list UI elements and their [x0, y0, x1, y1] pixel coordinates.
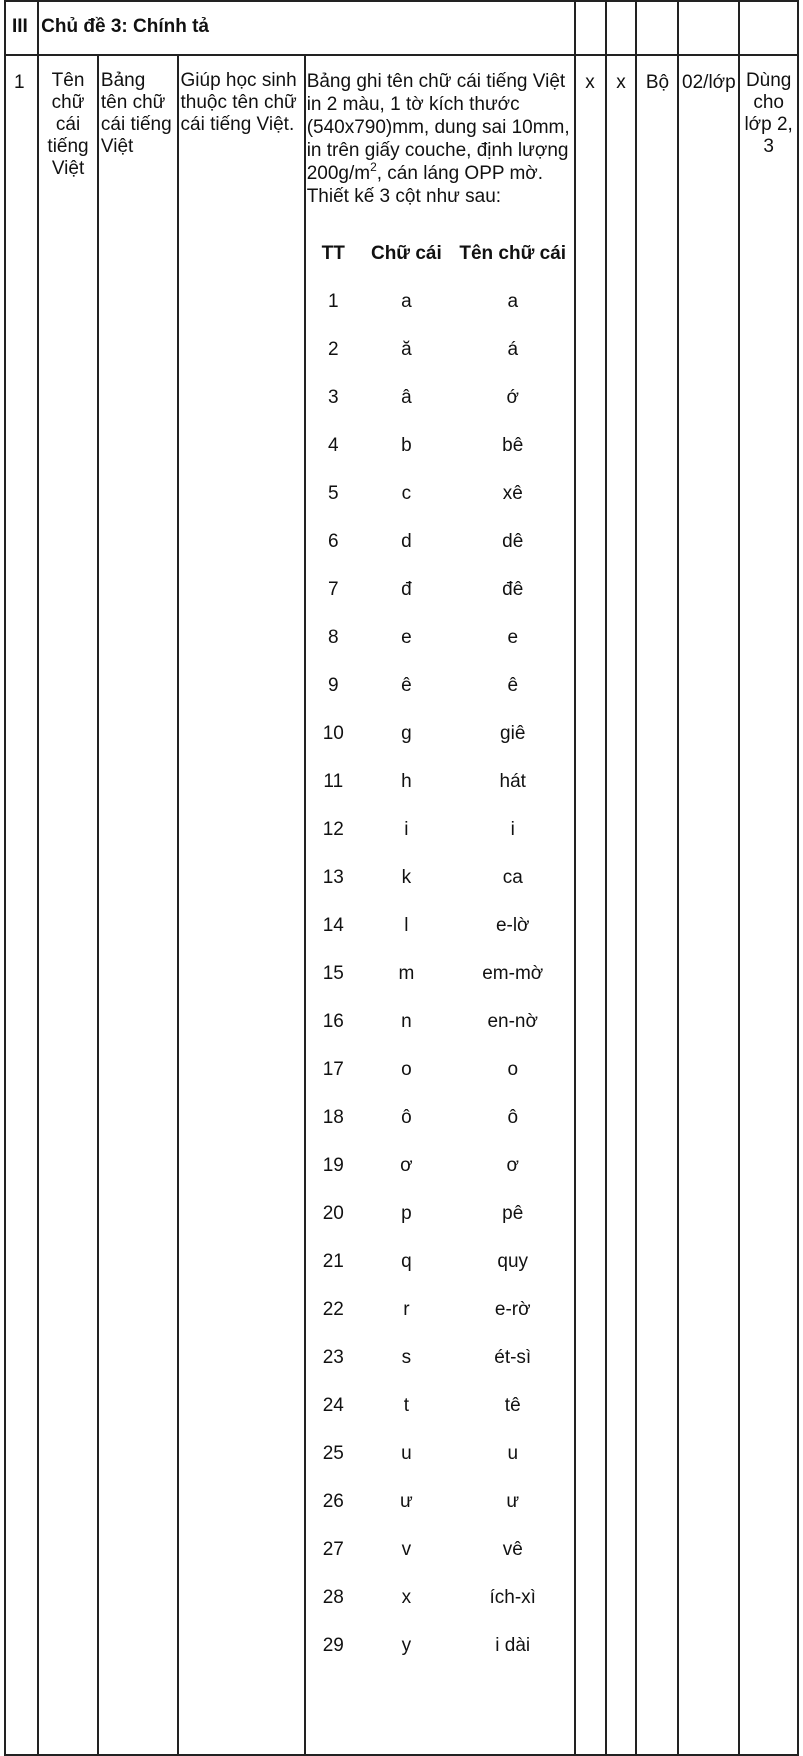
row-letter-name: em-mờ [482, 963, 544, 984]
row-number: 26 [322, 1491, 344, 1512]
alphabet-row [307, 518, 573, 566]
row-number: 11 [323, 771, 344, 792]
empty-cell [636, 1, 678, 55]
row-letter: t [403, 1395, 410, 1416]
alphabet-header-row [307, 230, 573, 278]
row-letter-name: quy [497, 1251, 529, 1272]
row-letter: c [401, 483, 412, 504]
row-letter-name: hát [499, 771, 526, 792]
row-letter-name: ích-xì [489, 1587, 536, 1608]
header-letter: Chữ cái [370, 243, 442, 264]
row-number: 29 [322, 1635, 344, 1656]
row-letter: ơ [400, 1155, 413, 1176]
item-number: 1 [5, 55, 38, 1755]
alphabet-row [307, 662, 573, 710]
row-number: 10 [322, 723, 344, 744]
row-letter-name: ca [502, 867, 523, 888]
row-letter-name: đê [502, 579, 524, 600]
alphabet-row [307, 806, 573, 854]
row-letter: ư [400, 1491, 413, 1512]
alphabet-row [307, 278, 573, 326]
row-letter-name: pê [502, 1203, 524, 1224]
row-letter: x [401, 1587, 412, 1608]
row-letter: i [404, 819, 409, 840]
specification-text [307, 70, 573, 208]
alphabet-row [307, 1334, 573, 1382]
alphabet-row [307, 854, 573, 902]
row-number: 9 [327, 675, 339, 696]
note: Dùng cho lớp 2, 3 [739, 55, 798, 1755]
row-letter-name: ê [507, 675, 519, 696]
row-letter: k [401, 867, 412, 888]
alphabet-row [307, 1046, 573, 1094]
row-number: 22 [322, 1299, 344, 1320]
row-letter-name: giê [500, 723, 526, 744]
empty-cell [575, 1, 606, 55]
alphabet-row [307, 1526, 573, 1574]
row-letter-name: vê [502, 1539, 523, 1560]
row-number: 14 [322, 915, 344, 936]
alphabet-row [307, 1190, 573, 1238]
row-number: 2 [327, 339, 339, 360]
row-letter-name: e [507, 627, 519, 648]
empty-cell [739, 1, 798, 55]
row-letter-name: en-nờ [487, 1011, 538, 1032]
spec-text-part2: , cán láng OPP mờ. Thiết kế 3 cột như sau: [306, 163, 544, 207]
alphabet-table [307, 230, 573, 1670]
section-number: III [5, 1, 38, 55]
empty-cell [678, 1, 739, 55]
row-letter-name: ư [506, 1491, 520, 1512]
row-letter-name: a [507, 291, 519, 312]
row-letter-name: xê [502, 483, 523, 504]
row-number: 28 [322, 1587, 344, 1608]
row-letter: n [401, 1011, 412, 1032]
row-letter: a [401, 291, 412, 312]
quantity: 02/lớp [678, 55, 739, 1755]
row-letter-name: e-lờ [495, 915, 530, 936]
alphabet-row [307, 1286, 573, 1334]
row-letter: â [401, 387, 412, 408]
usage-goal: Giúp học sinh thuộc tên chữ cái tiếng Việt. [178, 55, 305, 1755]
row-number: 20 [322, 1203, 344, 1224]
unit: Bộ [636, 55, 678, 1755]
mark-column-2: x [606, 55, 637, 1755]
alphabet-row [307, 374, 573, 422]
row-number: 1 [327, 291, 339, 312]
row-number: 19 [322, 1155, 344, 1176]
row-number: 23 [322, 1347, 344, 1368]
row-number: 27 [322, 1539, 344, 1560]
row-number: 15 [322, 963, 344, 984]
row-letter: o [401, 1059, 412, 1080]
alphabet-row [307, 614, 573, 662]
spec-superscript: 2 [370, 160, 377, 174]
row-letter-name: i dài [495, 1635, 531, 1656]
row-letter-name: á [507, 339, 519, 360]
row-letter-name: o [507, 1059, 519, 1080]
row-letter-name: ét-sì [494, 1347, 532, 1368]
row-letter-name: ơ [506, 1155, 519, 1176]
section-header-row [5, 1, 798, 55]
row-number: 13 [322, 867, 344, 888]
alphabet-row [307, 470, 573, 518]
alphabet-rows [307, 278, 573, 1670]
row-letter: e [401, 627, 412, 648]
equipment-table [4, 0, 799, 1756]
empty-cell [606, 1, 637, 55]
row-letter: g [401, 723, 412, 744]
spec-text-part1: Bảng ghi tên chữ cái tiếng Việt in 2 màu, 1 tờ kích thước (540x790)mm, dung sai 10mm, in trên giấy couche, định lượng 200g/m [306, 71, 570, 184]
row-letter: p [401, 1203, 412, 1224]
row-number: 18 [322, 1107, 344, 1128]
row-letter-name: e-rờ [494, 1299, 531, 1320]
row-letter: đ [401, 579, 412, 600]
row-letter-name: dê [502, 531, 524, 552]
row-letter: m [398, 963, 415, 984]
row-letter: h [401, 771, 412, 792]
alphabet-row [307, 758, 573, 806]
alphabet-row [307, 902, 573, 950]
row-letter: ô [401, 1107, 412, 1128]
row-number: 4 [327, 435, 339, 456]
row-letter: q [401, 1251, 412, 1272]
item-name: Tên chữ cái tiếng Việt [38, 55, 98, 1755]
row-letter: ă [401, 339, 412, 360]
section-title: Chủ đề 3: Chính tả [38, 1, 574, 55]
row-number: 5 [327, 483, 339, 504]
row-letter-name: bê [502, 435, 524, 456]
row-number: 6 [327, 531, 339, 552]
alphabet-row [307, 1142, 573, 1190]
row-letter: u [401, 1443, 412, 1464]
alphabet-row [307, 1478, 573, 1526]
header-tt: TT [321, 243, 345, 264]
specification-cell [305, 55, 575, 1755]
alphabet-row [307, 710, 573, 758]
row-number: 7 [327, 579, 339, 600]
header-letter-name: Tên chữ cái [459, 243, 567, 264]
row-number: 16 [322, 1011, 344, 1032]
alphabet-row [307, 566, 573, 614]
row-letter-name: ớ [506, 387, 519, 408]
item-row [5, 55, 798, 1755]
alphabet-row [307, 1238, 573, 1286]
alphabet-row [307, 326, 573, 374]
row-letter-name: ô [507, 1107, 519, 1128]
row-letter: v [401, 1539, 412, 1560]
row-letter: r [403, 1299, 410, 1320]
row-number: 8 [327, 627, 339, 648]
row-number: 24 [322, 1395, 344, 1416]
alphabet-row [307, 1622, 573, 1670]
row-letter: y [401, 1635, 412, 1656]
alphabet-row [307, 1430, 573, 1478]
row-number: 17 [322, 1059, 344, 1080]
row-letter: s [401, 1347, 412, 1368]
alphabet-row [307, 1094, 573, 1142]
row-number: 12 [322, 819, 344, 840]
alphabet-row [307, 422, 573, 470]
mark-column-1: x [575, 55, 606, 1755]
row-number: 25 [322, 1443, 344, 1464]
alphabet-row [307, 1382, 573, 1430]
row-letter-name: u [507, 1443, 519, 1464]
row-letter-name: tê [504, 1395, 521, 1416]
row-letter-name: i [510, 819, 515, 840]
device-name: Bảng tên chữ cái tiếng Việt [98, 55, 178, 1755]
alphabet-row [307, 1574, 573, 1622]
row-number: 3 [327, 387, 339, 408]
alphabet-row [307, 950, 573, 998]
row-number: 21 [322, 1251, 344, 1272]
row-letter: ê [401, 675, 412, 696]
row-letter: l [404, 915, 409, 936]
row-letter: d [401, 531, 412, 552]
alphabet-row [307, 998, 573, 1046]
row-letter: b [401, 435, 412, 456]
